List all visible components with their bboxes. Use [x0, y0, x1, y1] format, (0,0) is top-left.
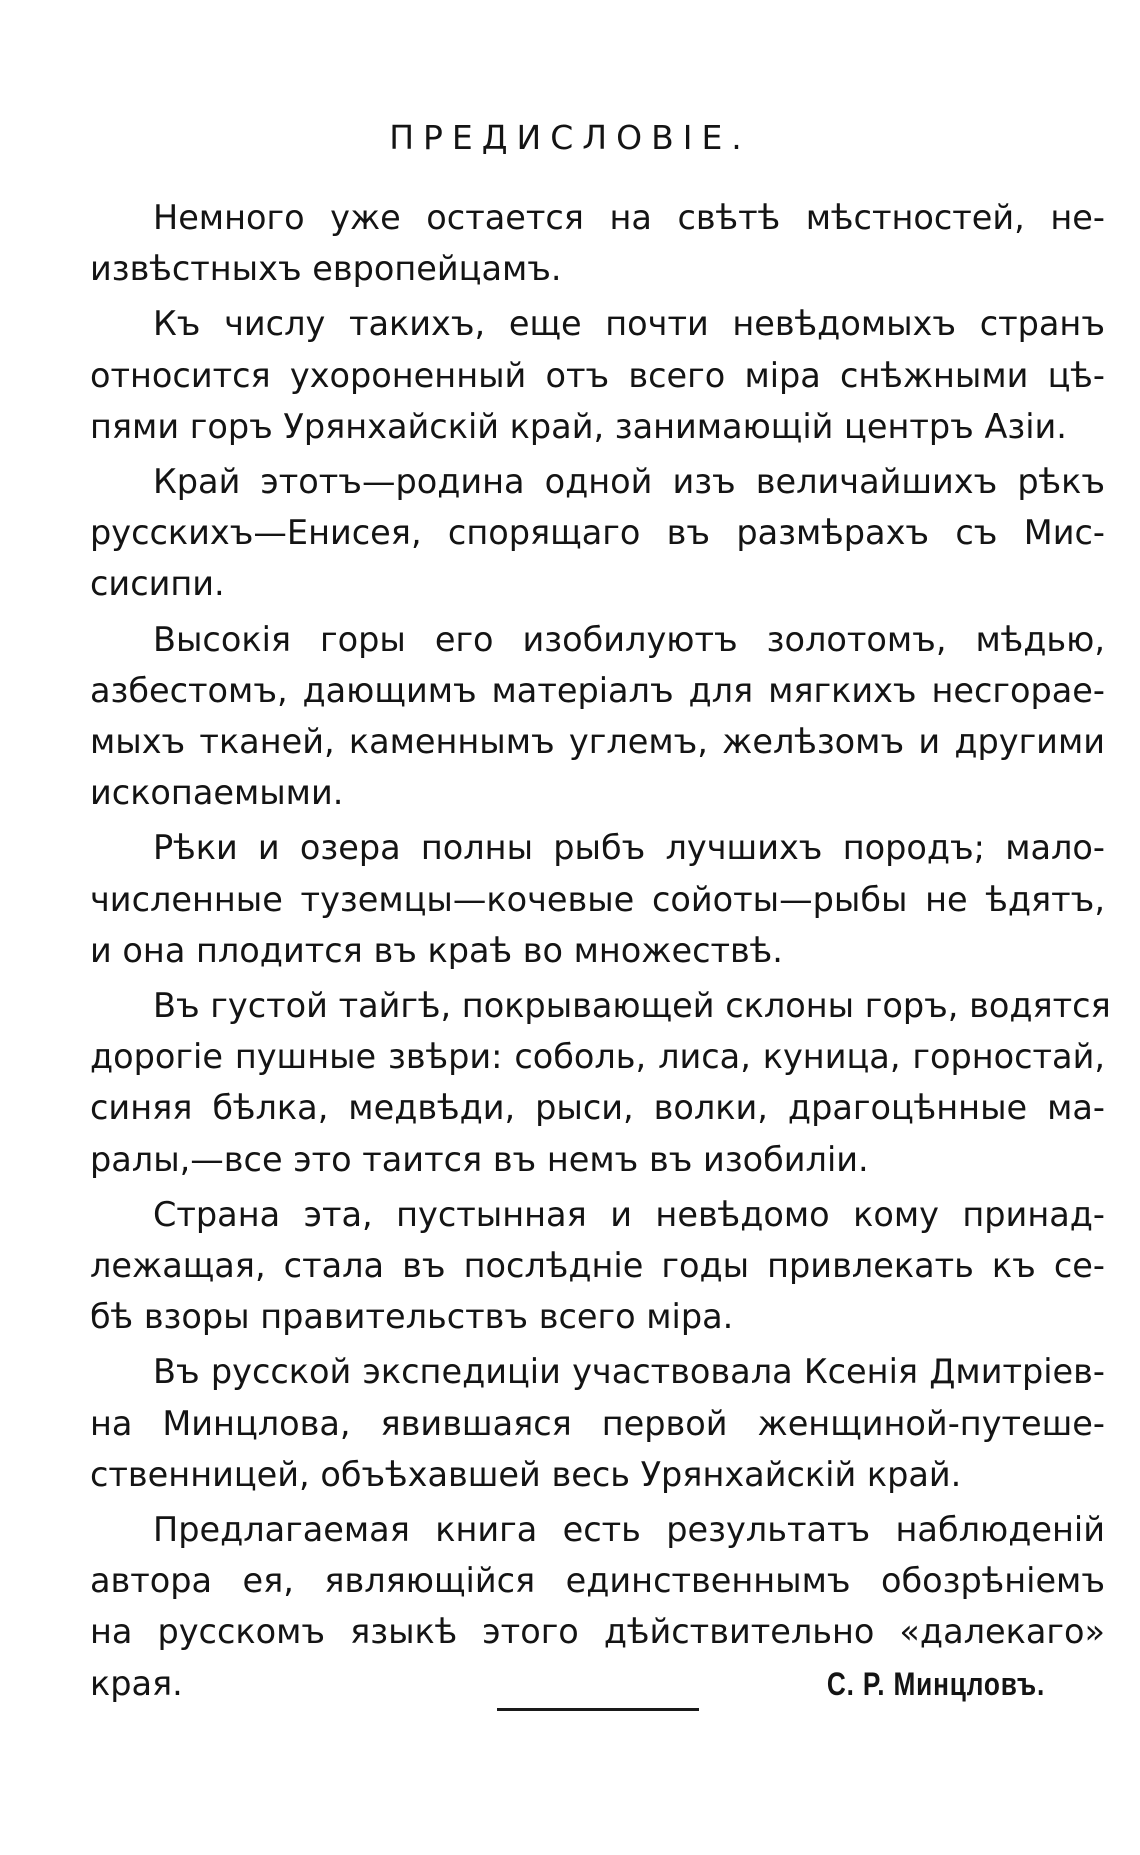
preface-body [90, 192, 1111, 1710]
paragraph [90, 298, 1105, 452]
paragraph [90, 192, 1105, 294]
text-line: автора ея, являющійся единственнымъ обозрѣніемъ [90, 1561, 1105, 1601]
closing-line [90, 1658, 1105, 1710]
text-line: ственницей, объѣхавшей весь Урянхайскій край. [90, 1454, 962, 1494]
page-title: ПРЕДИСЛОВІЕ. [389, 118, 751, 157]
paragraph [90, 614, 1105, 819]
paragraph [90, 1189, 1105, 1343]
text-line: на русскомъ языкѣ этого дѣйствительно «далекаго» [90, 1612, 1105, 1652]
text-line: русскихъ—Енисея, спорящаго въ размѣрахъ съ Мис- [90, 513, 1105, 553]
text-line: азбестомъ, дающимъ матеріалъ для мягкихъ несгорае- [90, 670, 1105, 710]
text-line: извѣстныхъ европейцамъ. [90, 249, 562, 289]
paragraph [90, 456, 1105, 610]
text-line: Страна эта, пустынная и невѣдомо кому принад- [153, 1194, 1105, 1234]
paragraph [90, 980, 1111, 1185]
text-line: лежащая, стала въ послѣдніе годы привлекать къ се- [90, 1246, 1105, 1286]
text-line: Край этотъ—родина одной изъ величайшихъ рѣкъ [153, 462, 1105, 502]
text-line: мыхъ тканей, каменнымъ углемъ, желѣзомъ и другими [90, 722, 1105, 762]
text-line: Въ русской экспедиціи участвовала Ксенія Дмитріев- [153, 1352, 1105, 1392]
paragraph [90, 822, 1105, 976]
paragraph [90, 1504, 1105, 1710]
text-line: Предлагаемая книга есть результатъ наблюденій [153, 1510, 1105, 1550]
paragraph [90, 1346, 1105, 1500]
text-line: синяя бѣлка, медвѣди, рыси, волки, драгоцѣнные ма- [90, 1088, 1105, 1128]
closing-word: края. [90, 1663, 183, 1703]
text-line: пями горъ Урянхайскій край, занимающій центръ Азіи. [90, 406, 1067, 446]
text-line: численные туземцы—кочевые сойоты—рыбы не ѣдятъ, [90, 879, 1105, 919]
text-line: ралы,—все это таится въ немъ въ изобиліи. [90, 1139, 869, 1179]
text-line: ископаемыми. [90, 773, 344, 813]
text-line: относится ухороненный отъ всего міра снѣжными цѣ- [90, 355, 1105, 395]
text-line: Рѣки и озера полны рыбъ лучшихъ породъ; мало- [153, 828, 1105, 868]
text-line: дорогіе пушные звѣри: соболь, лиса, куница, горностай, [90, 1037, 1105, 1077]
text-line: Къ числу такихъ, еще почти невѣдомыхъ странъ [153, 304, 1105, 344]
text-line: и она плодится въ краѣ во множествѣ. [90, 930, 783, 970]
text-line: Немного уже остается на свѣтѣ мѣстностей, не- [153, 198, 1105, 237]
author-signature: С. Р. Минцловъ. [826, 1665, 1045, 1702]
closing-rule [497, 1708, 699, 1711]
text-line: сисипи. [90, 564, 225, 604]
text-line: бѣ взоры правительствъ всего міра. [90, 1297, 734, 1337]
text-line: на Минцлова, явившаяся первой женщиной-путеше- [90, 1403, 1105, 1443]
text-line: Высокія горы его изобилуютъ золотомъ, мѣдью, [153, 619, 1105, 659]
text-line: Въ густой тайгѣ, покрывающей склоны горъ, водятся [153, 986, 1111, 1026]
